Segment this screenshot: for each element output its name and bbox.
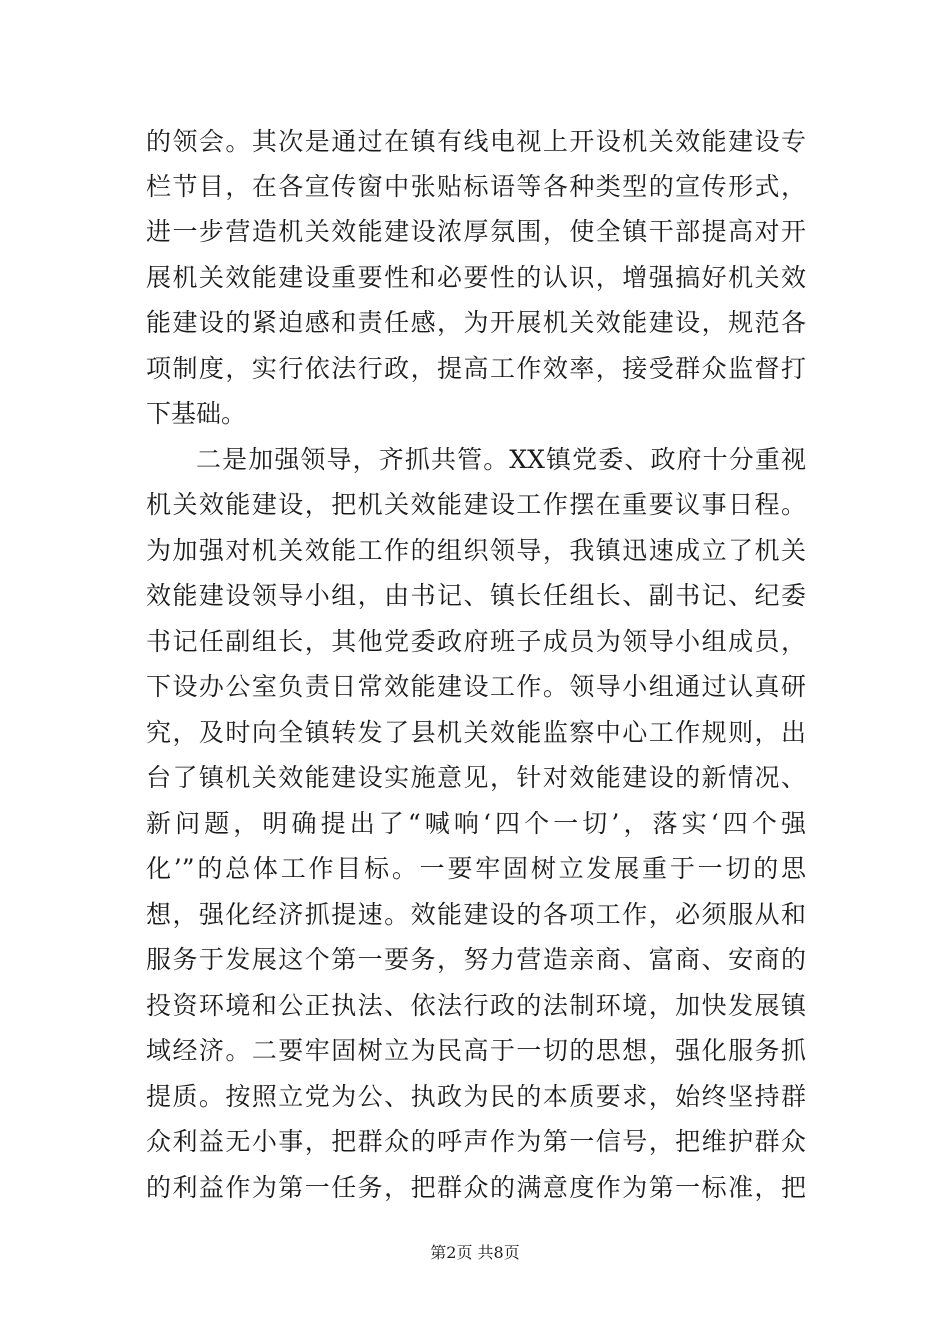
- text-line: 机关效能建设，把机关效能建设工作摆在重要议事日程。: [146, 490, 806, 519]
- text-line: 众利益无小事，把群众的呼声作为第一信号，把维护群众: [146, 1127, 806, 1156]
- text-line: 书记任副组长，其他党委政府班子成员为领导小组成员，: [146, 627, 806, 656]
- text-line: 域经济。二要牢固树立为民高于一切的思想，强化服务抓: [146, 1036, 806, 1065]
- text-line: 能建设的紧迫感和责任感，为开展机关效能建设，规范各: [146, 308, 806, 337]
- text-line: 下基础。: [146, 399, 247, 428]
- text-line: 提质。按照立党为公、执政为民的本质要求，始终坚持群: [146, 1082, 806, 1111]
- page-number-footer: 第2页 共8页: [430, 1243, 520, 1262]
- text-line: 为加强对机关效能工作的组织领导，我镇迅速成立了机关: [146, 536, 806, 565]
- text-line: 的领会。其次是通过在镇有线电视上开设机关效能建设专: [146, 127, 806, 156]
- text-line: 服务于发展这个第一要务，努力营造亲商、富商、安商的: [146, 945, 806, 974]
- text-line: 项制度，实行依法行政，提高工作效率，接受群众监督打: [146, 354, 806, 383]
- paragraph-first-line: 二是加强领导，齐抓共管。XX镇党委、政府十分重视: [196, 445, 806, 474]
- text-line: 进一步营造机关效能建设浓厚氛围，使全镇干部提高对开: [146, 217, 806, 246]
- text-line: 栏节目，在各宣传窗中张贴标语等各种类型的宣传形式，: [146, 172, 806, 201]
- text-line: 投资环境和公正执法、依法行政的法制环境，加快发展镇: [146, 991, 806, 1020]
- text-line: 效能建设领导小组，由书记、镇长任组长、副书记、纪委: [146, 581, 806, 610]
- text-line: 台了镇机关效能建设实施意见，针对效能建设的新情况、: [146, 763, 806, 792]
- text-line: 新问题，明确提出了“喊响‘四个一切’，落实‘四个强: [146, 809, 806, 838]
- text-line: 想，强化经济抓提速。效能建设的各项工作，必须服从和: [146, 900, 806, 929]
- text-line: 究，及时向全镇转发了县机关效能监察中心工作规则，出: [146, 718, 806, 747]
- text-line: 展机关效能建设重要性和必要性的认识，增强搞好机关效: [146, 263, 806, 292]
- text-line: 下设办公室负责日常效能建设工作。领导小组通过认真研: [146, 672, 806, 701]
- text-line: 化’”的总体工作目标。一要牢固树立发展重于一切的思: [146, 854, 806, 883]
- text-line: 的利益作为第一任务，把群众的满意度作为第一标准，把: [146, 1173, 806, 1202]
